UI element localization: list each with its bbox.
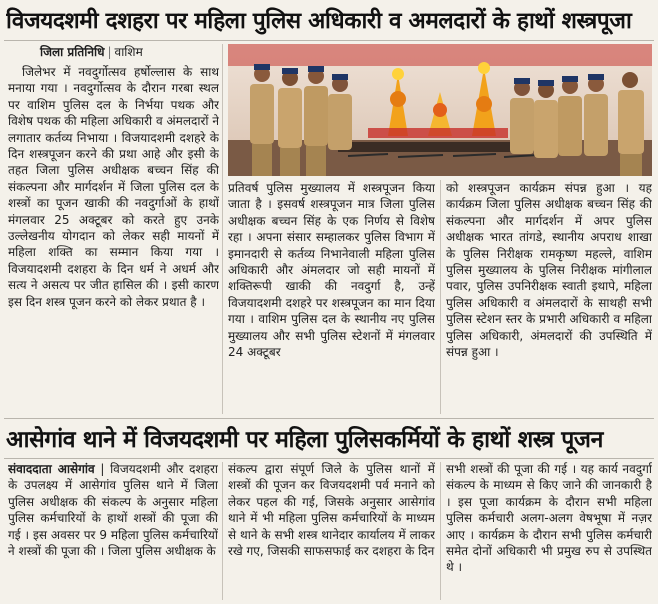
article1-column-1 — [8, 64, 219, 413]
byline-separator: | — [100, 462, 105, 476]
article1-col2-text: प्रतिवर्ष पुलिस मुख्यालय में शस्त्रपूजन किया जाता है । इसवर्ष शस्त्रपूजन मात्र जिला पुलिस अधीक्षक बच्चन सिंह के एक निर्णय से विशेष रहा । अपना संसार सम्हालकर पुलिस विभाग में इमानदारी से कर्तव्य निभानेवाली महिला पुलिस अधिकारी और अंमलदार जो सही मायनों में शक्तिरूपी खाकी की नवदुर्गा है, उन्हें विजयादशमी दशहरे पर शस्त्रपूजन का मान दिया गया । वाशिम पुलिस दल के स्थानीय नए पुलिस मुख्यालय और सभी पुलिस स्टेशनों में मंगलवार 24 अक्टूबर — [228, 181, 435, 360]
headline-rule — [4, 40, 654, 41]
article2-col1-text: विजयदशमी और दशहरा के उपलक्ष्य में आसेगांव पुलिस थाने में जिला पुलिस अधीक्षक की संकल्प के अनुसार महिला पुलिस कर्मचारियों के हाथों शस्त्रों की पूजा की गई । इस अवसर पर 9 महिला पुलिस कर्मचारियों ने शस्त्रों की पूजा की । जिला पुलिस अधीक्षक के — [8, 462, 218, 559]
column-divider — [440, 180, 441, 414]
article1-col1-text: जिलेभर में नवदुर्गोत्सव हर्षोल्लास के साथ मनाया गया । नवदुर्गोत्सव के दौरान गरबा स्थल पर वाशिम पुलिस दल के निर्भया पथक और विशेष पथक की महिला अधिकारी व अंमलदारों ने लगातार कर्तव्य निभाया । विजयादशमी दशहरे के दिन शस्त्रपूजन करने की प्रथा आहे और इसी के तहत जिला पुलिस अधीक्षक बच्चन सिंह की संकल्पना और मार्गदर्शन में जिला पुलिस दल के शस्त्रों का पूजन खाकी की नवदुर्गाओं के हाथों मंगलवार 25 अक्टूबर को करते हुए उनके उल्लेखनीय योगदान को लेकर सही मायनों में महिला शक्ति का सम्मान किया गया । विजयादशमी दशहरा के दिन धर्म ने अधर्म और सत्य ने असत्य पर जीत हासिल की । इसी कारण इस दिन शस्त्र पूजन करने को लेकर प्रथात है । — [8, 65, 219, 309]
article2-column-1 — [8, 461, 218, 601]
article2-reporter: संवाददाता आसेगांव — [8, 462, 95, 476]
article1-headline: विजयदशमी दशहरा पर महिला पुलिस अधिकारी व अमलदारों के हाथों शस्त्रपूजा — [6, 8, 632, 34]
article2-col3-text: सभी शस्त्रों की पूजा की गई । यह कार्य नवदुर्गा संकल्प के माध्यम से किए जाने की जानकारी है । इस पूजा कार्यक्रम के दौरान सभी महिला पुलिस कर्मचारी अलग-अलग वेषभूषा में नज़र आए । कार्यक्रम के दौरान सभी पुलिस कर्मचारी समेत दोनों अधिकारी भी प्रमुख रुप से उपस्थित थे । — [446, 462, 652, 575]
photo-illustration — [228, 44, 652, 176]
shastra-puja-photo — [228, 44, 652, 176]
byline-separator: | — [107, 45, 112, 59]
article1-reporter: जिला प्रतिनिधि — [40, 45, 105, 59]
column-divider — [222, 462, 223, 600]
article1-col3-text: को शस्त्रपूजन कार्यक्रम संपन्न हुआ । यह कार्यक्रम जिला पुलिस अधीक्षक बच्चन सिंह की संकल्पना और मार्गदर्शन में अपर पुलिस अधीक्षक भारत तांगडे, स्थानीय अपराध शाखा के पुलिस निरीक्षक रामकृष्ण महल्ले, वाशिम पुलिस मुख्यालय के पुलिस निरीक्षक मांगीलाल पवार, पुलिस उपनिरीक्षक स्वाती इथापे, महिला पुलिस अधिकारी व अंमलदारों के साथही सभी पुलिस स्टेशन स्तर के प्रभारी अधिकारी व महिला पुलिस अधिकारी, अंमलदारों की उपस्थिति में संपन्न हुआ । — [446, 181, 652, 360]
column-divider — [440, 462, 441, 600]
article1-byline — [40, 43, 143, 61]
article2-headline: आसेगांव थाने में विजयदशमी पर महिला पुलिसकर्मियों के हाथों शस्त्र पूजन — [6, 427, 603, 453]
article2-column-2 — [228, 461, 435, 601]
article1-column-2 — [228, 180, 435, 414]
article-separator — [4, 418, 654, 419]
article2-column-3 — [446, 461, 652, 601]
headline-rule — [4, 458, 654, 459]
column-divider — [222, 44, 223, 414]
article2-col2-text: संकल्प द्वारा संपूर्ण जिले के पुलिस थानों में शस्त्रों की पूजन कर विजयदशमी पर्व मनाने को लेकर पहल की गई, जिसके अनुसार आसेगांव थाने में भी महिला पुलिस कर्मचारियों के माध्यम से थाने के सभी शस्त्र थानेदार कार्यालय में लाकर रखे गए, जिसकी साफसफाई कर दशहरा के दिन — [228, 462, 435, 559]
article1-city: वाशिम — [114, 45, 143, 59]
article1-column-3 — [446, 180, 652, 414]
